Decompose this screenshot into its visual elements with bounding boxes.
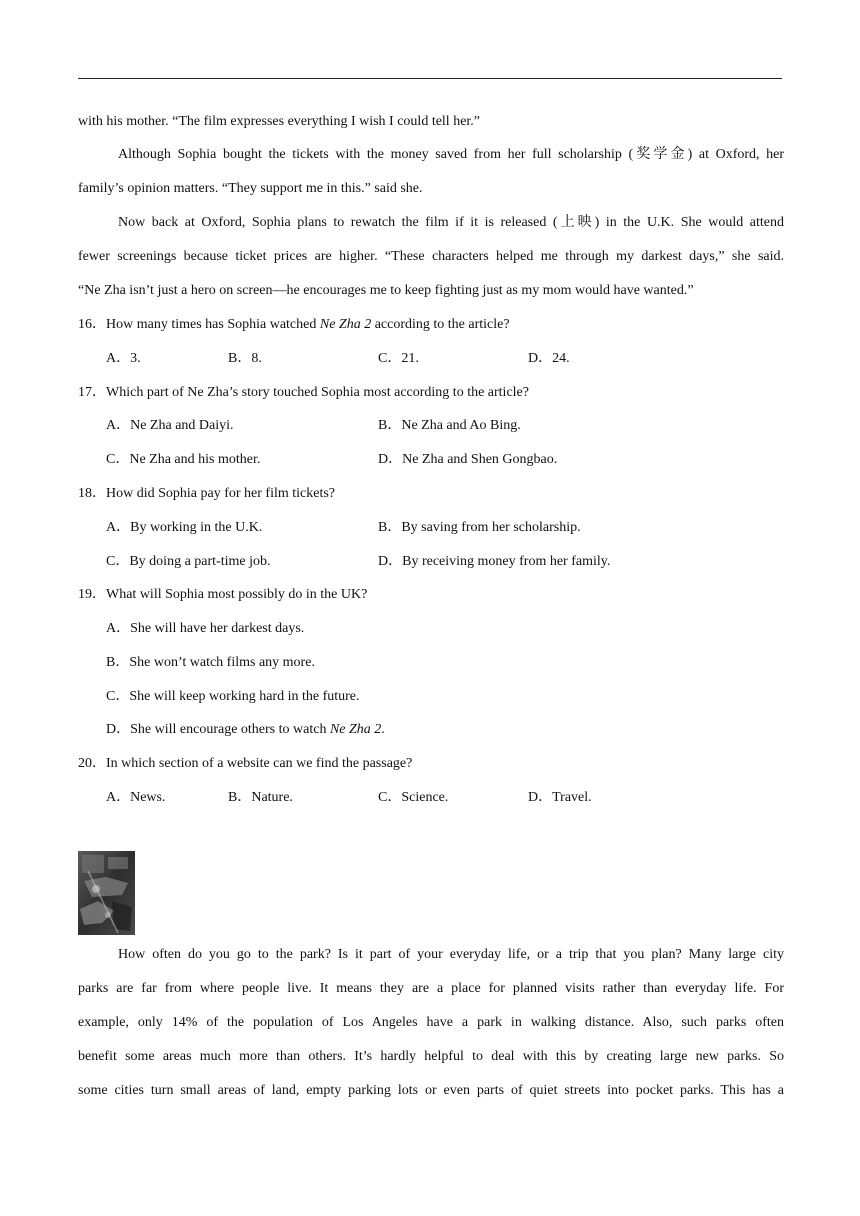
option-b[interactable]: B．Ne Zha and Ao Bing. <box>378 418 521 433</box>
option-d[interactable]: D．Ne Zha and Shen Gongbao. <box>378 452 558 467</box>
option-a[interactable]: A．Ne Zha and Daiyi. <box>106 418 234 433</box>
option-b[interactable]: B．8. <box>228 351 262 366</box>
question-17: 17．Which part of Ne Zha’s story touched Sophia most according to the article? <box>78 385 529 400</box>
film-title: Ne Zha 2 <box>329 722 382 737</box>
film-title: Ne Zha 2 <box>319 317 372 332</box>
question-text: according to the article? <box>371 317 510 332</box>
passage-line: How often do you go to the park? Is it part of your everyday life, or a trip that you plan? Many large city <box>118 947 784 962</box>
question-20: 20．In which section of a website can we find the passage? <box>78 756 413 771</box>
passage-line: Although Sophia bought the tickets with the money saved from her full scholarship (奖学金) at Oxford, her <box>118 147 784 162</box>
passage-line: Now back at Oxford, Sophia plans to rewatch the film if it is released (上映) in the U.K. She would attend <box>118 215 784 230</box>
option-b[interactable]: B．By saving from her scholarship. <box>378 520 581 535</box>
option-d[interactable]: D．24. <box>528 351 570 366</box>
question-16 <box>78 315 510 335</box>
option-a[interactable]: A．She will have her darkest days. <box>106 621 305 636</box>
option-c[interactable]: C．By doing a part-time job. <box>106 554 271 569</box>
option-a[interactable]: A．3. <box>106 351 141 366</box>
park-photo <box>78 851 135 935</box>
option-c[interactable]: C．Science. <box>378 790 449 805</box>
option-d[interactable]: D．By receiving money from her family. <box>378 554 611 569</box>
option-text: D．She will encourage others to watch <box>106 722 330 737</box>
option-c[interactable]: C．Ne Zha and his mother. <box>106 452 261 467</box>
option-b[interactable]: B．She won’t watch films any more. <box>106 655 315 670</box>
park-photo-image <box>78 851 135 935</box>
passage-line: with his mother. “The film expresses everything I wish I could tell her.” <box>78 114 481 129</box>
passage-line: fewer screenings because ticket prices are higher. “These characters helped me through my darkest days,” she said. <box>78 249 784 264</box>
header-rule <box>78 78 782 79</box>
question-19: 19．What will Sophia most possibly do in the UK? <box>78 587 368 602</box>
option-a[interactable]: A．By working in the U.K. <box>106 520 263 535</box>
question-18: 18．How did Sophia pay for her film tickets? <box>78 486 336 501</box>
option-c[interactable]: C．She will keep working hard in the future. <box>106 689 360 704</box>
passage-line: some cities turn small areas of land, empty parking lots or even parts of quiet streets into pocket parks. This has a <box>78 1083 784 1098</box>
option-d[interactable] <box>106 720 385 740</box>
passage-line: “Ne Zha isn’t just a hero on screen—he encourages me to keep fighting just as my mom would have wanted.” <box>78 283 694 298</box>
option-text: . <box>381 722 385 737</box>
passage-line: example, only 14% of the population of Los Angeles have a park in walking distance. Also, such parks often <box>78 1015 784 1030</box>
passage-line: parks are far from where people live. It means they are a place for planned visits rather than everyday life. For <box>78 981 784 996</box>
option-c[interactable]: C．21. <box>378 351 419 366</box>
option-d[interactable]: D．Travel. <box>528 790 592 805</box>
passage-line: benefit some areas much more than others. It’s hardly helpful to deal with this by creating large new parks. So <box>78 1049 784 1064</box>
option-a[interactable]: A．News. <box>106 790 166 805</box>
question-text: 16．How many times has Sophia watched <box>78 317 320 332</box>
passage-line: family’s opinion matters. “They support me in this.” said she. <box>78 181 423 196</box>
option-b[interactable]: B．Nature. <box>228 790 293 805</box>
